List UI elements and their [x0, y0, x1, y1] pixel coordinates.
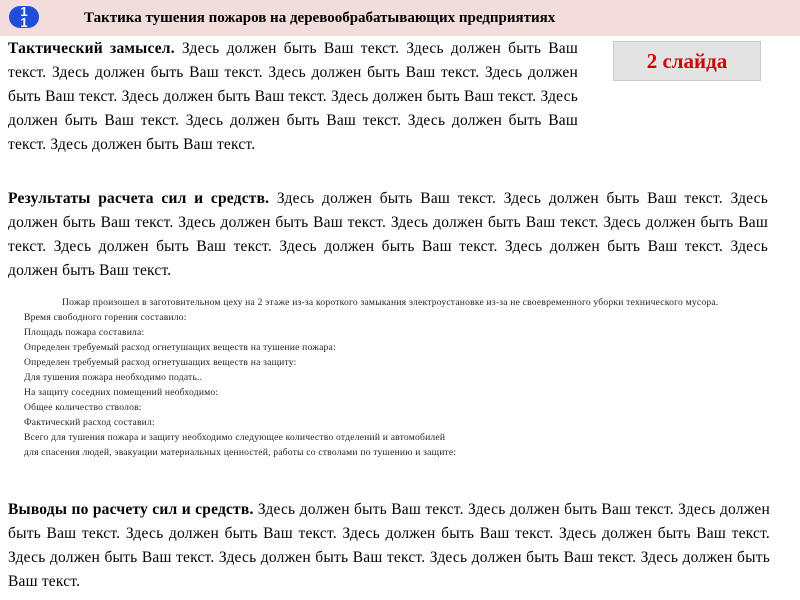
calculation-line: Определен требуемый расход огнетушащих веществ на тушение пожара: — [24, 342, 336, 353]
calculation-line: для спасения людей, эвакуации материальных ценностей, работы со стволами по тушению и защите: — [24, 447, 457, 458]
calculation-line: Определен требуемый расход огнетушащих веществ на защиту: — [24, 357, 297, 368]
slide-number-badge — [9, 6, 39, 28]
conclusions-heading: Выводы по расчету сил и средств. — [8, 501, 254, 518]
page-title: Тактика тушения пожаров на деревообрабатывающих предприятиях — [84, 10, 556, 26]
calculation-line: Фактический расход составил: — [24, 417, 155, 428]
results-paragraph — [8, 187, 768, 283]
calculation-block — [24, 295, 756, 460]
calculation-line: Всего для тушения пожара и защиту необходимо следующее количество отделений и автомобилей — [24, 432, 446, 443]
badge-line-bottom: 1 — [20, 15, 28, 28]
badge-line-top: 1 — [20, 6, 28, 19]
results-heading: Результаты расчета сил и средств. — [8, 190, 270, 207]
calculation-line: Время свободного горения составило: — [24, 312, 187, 323]
slide-count-badge: 2 слайда — [613, 41, 761, 81]
calculation-line: Для тушения пожара необходимо подать.. — [24, 372, 203, 383]
calculation-line: Площадь пожара составила: — [24, 327, 145, 338]
conclusions-paragraph — [8, 498, 770, 594]
calculation-intro: Пожар произошел в заготовительном цеху на 2 этаже из-за короткого замыкания электроустановке из-за не своевременного уборки технического мусора. — [62, 297, 719, 308]
tactical-plan-paragraph — [8, 37, 578, 157]
calculation-line: Общее количество стволов: — [24, 402, 142, 413]
calculation-line: На защиту соседних помещений необходимо: — [24, 387, 219, 398]
conclusions-text: Здесь должен быть Ваш текст. Здесь должен быть Ваш текст. Здесь должен быть Ваш текст. Здесь должен быть Ваш текст. Здесь должен быть Ваш текст. Здесь должен быть Ваш текст. Здесь должен быть Ваш текст. Здесь должен быть Ваш текст. Здесь должен быть Ваш текст. Здесь должен быть Ваш текст. — [8, 501, 771, 590]
results-text: Здесь должен быть Ваш текст. Здесь должен быть Ваш текст. Здесь должен быть Ваш текст. Здесь должен быть Ваш текст. Здесь должен быть Ваш текст. Здесь должен быть Ваш текст. Здесь должен быть Ваш текст. Здесь должен быть Ваш текст. Здесь должен быть Ваш текст. Здесь должен быть Ваш текст. — [8, 190, 768, 279]
tactical-plan-heading: Тактический замысел. — [8, 40, 175, 57]
slide-header — [0, 0, 800, 36]
tactical-plan-text: Здесь должен быть Ваш текст. Здесь должен быть Ваш текст. Здесь должен быть Ваш текст. Здесь должен быть Ваш текст. Здесь должен быть Ваш текст. Здесь должен быть Ваш текст. Здесь должен быть Ваш текст. Здесь должен быть Ваш текст. Здесь должен быть Ваш текст. Здесь должен быть Ваш текст. Здесь должен быть Ваш текст. — [8, 40, 578, 153]
